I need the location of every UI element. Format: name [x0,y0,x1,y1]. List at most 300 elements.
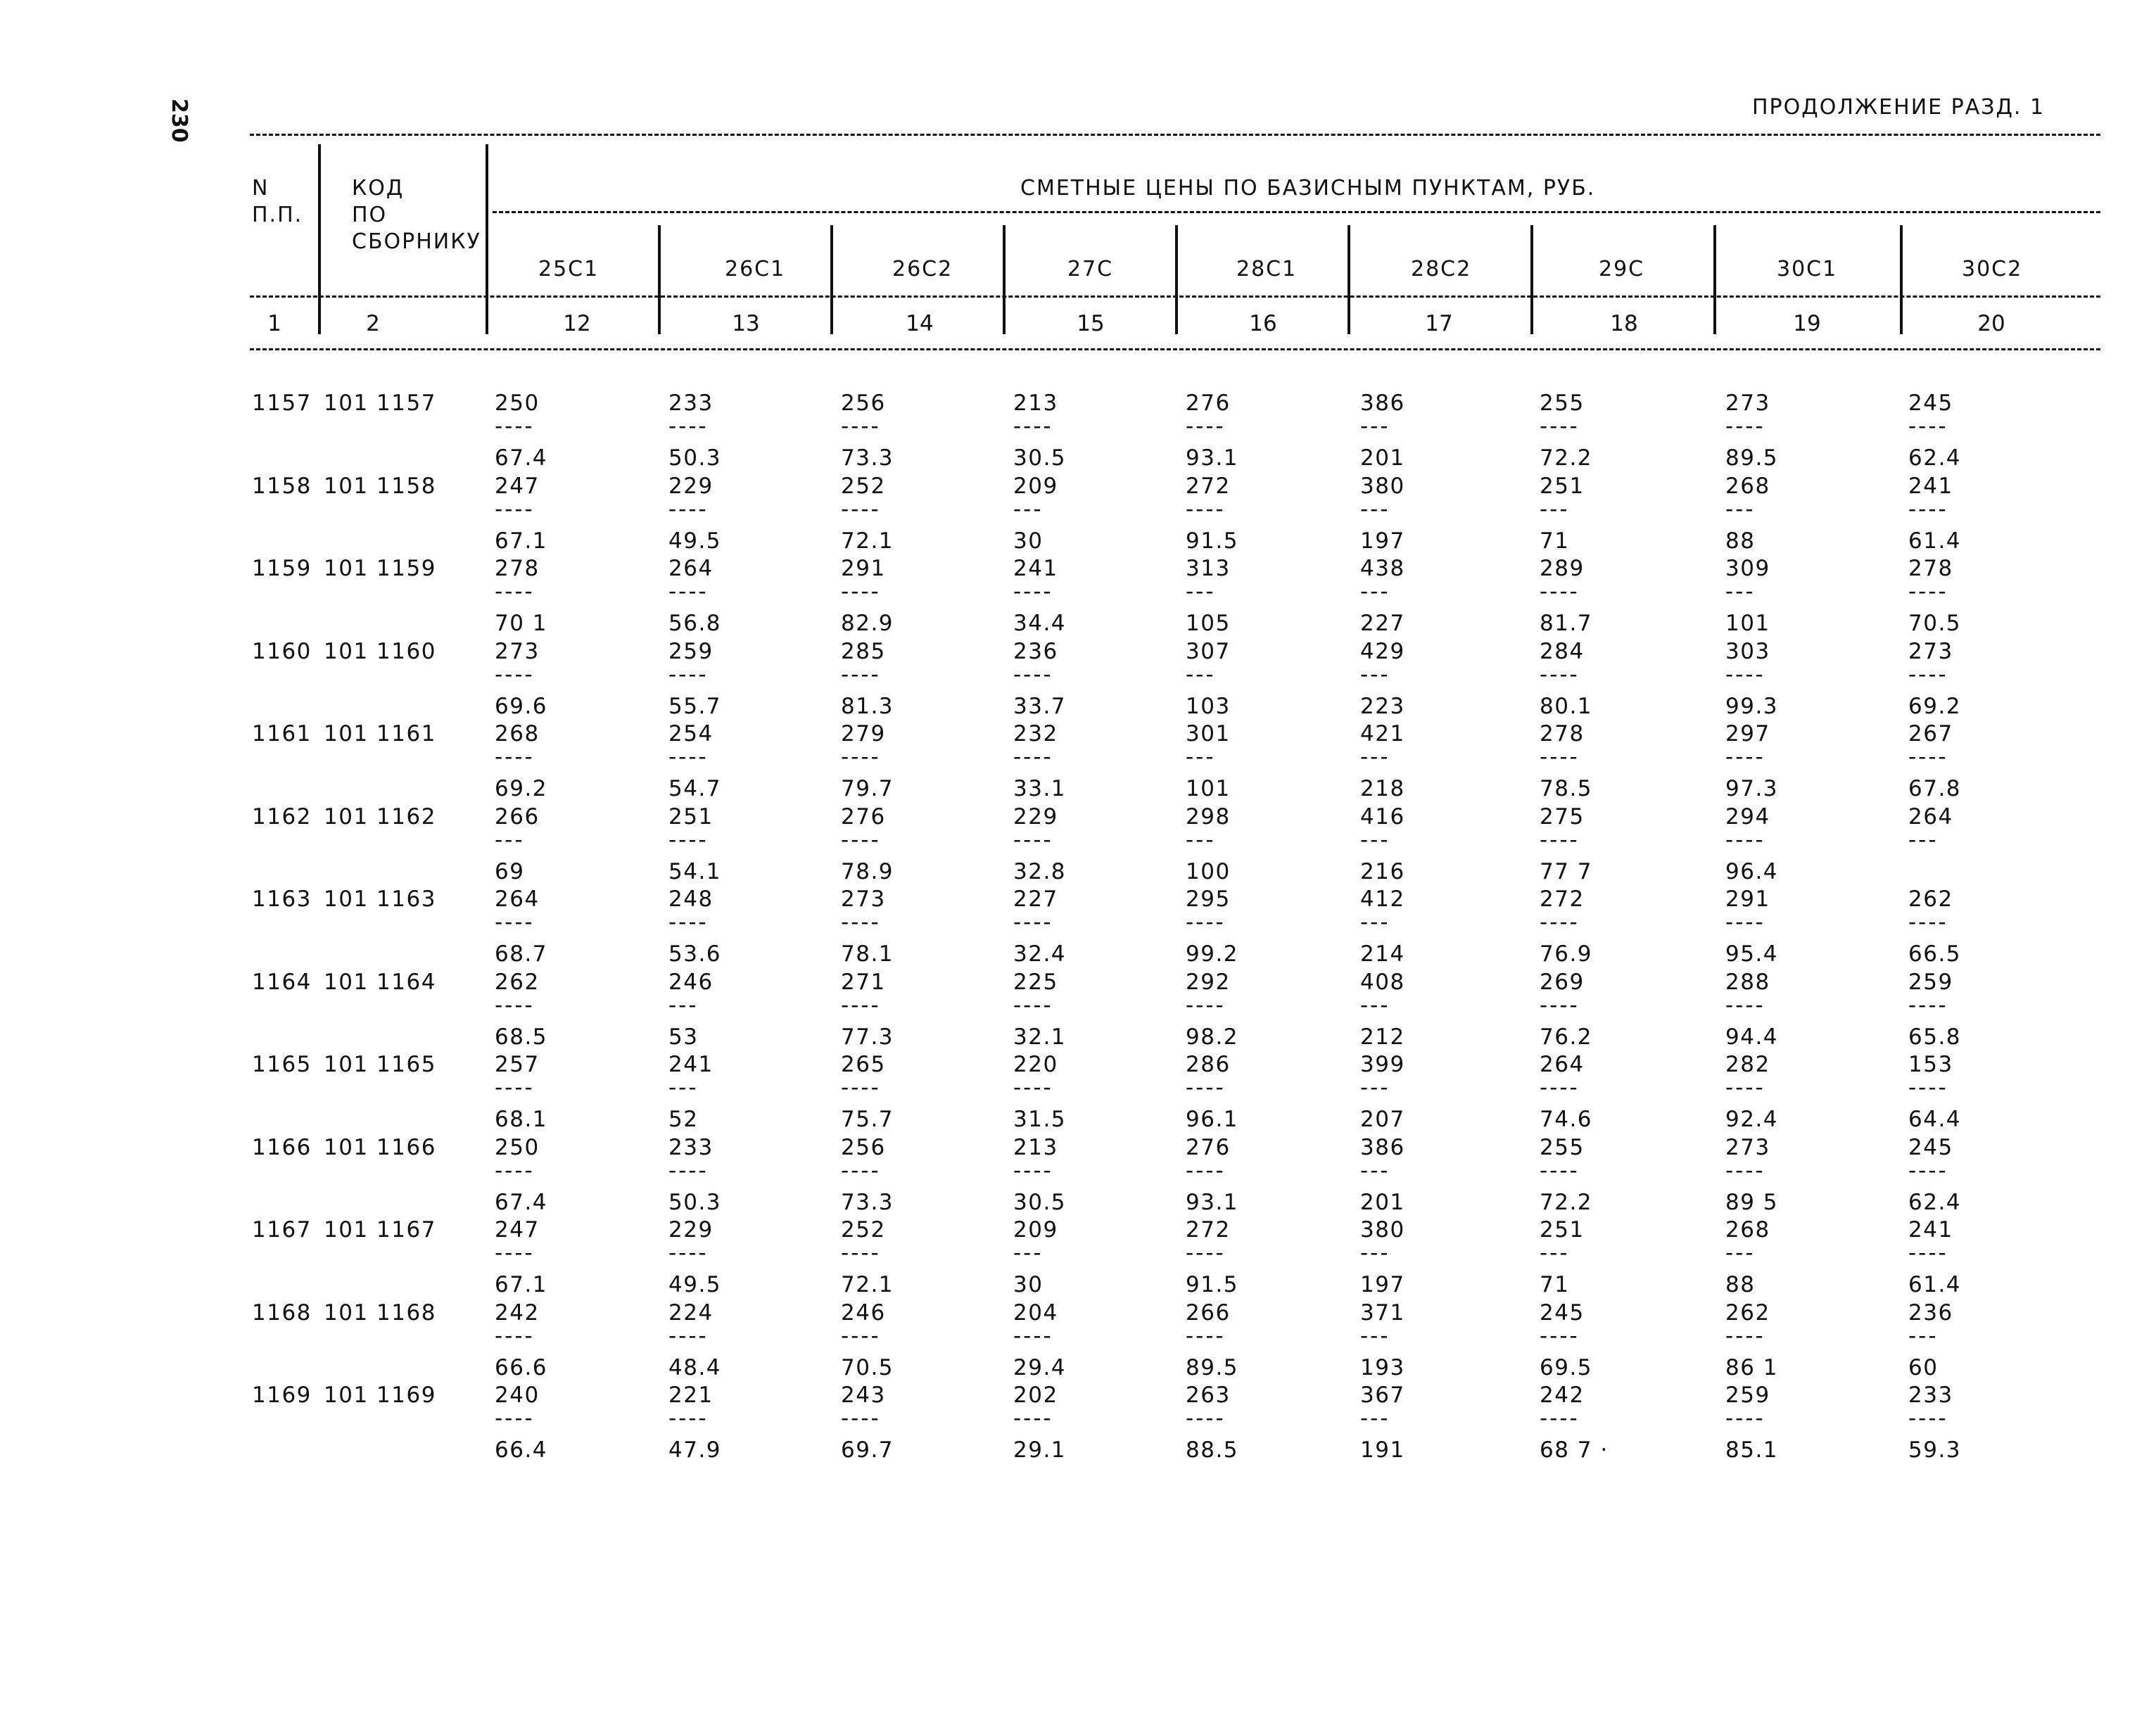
row-code: 101 1169 [324,1383,436,1408]
price-base: 93.1 [1186,445,1239,471]
header-point: 30С2 [1962,257,2023,281]
price-current: 259 [668,638,714,664]
price-base: 68 7 · [1540,1437,1609,1463]
price-base: 70 1 [495,611,548,636]
price-current: 209 [1013,473,1058,499]
price-base: 48.4 [668,1354,722,1380]
price-current: 297 [1725,721,1770,747]
price-base: 197 [1360,528,1405,554]
price-base: 103 [1186,693,1231,719]
fraction-bar: ---- [495,1240,535,1266]
price-current: 276 [1186,1134,1231,1160]
fraction-bar: --- [1360,1406,1390,1431]
price-current: 232 [1013,721,1058,747]
row-number: 1157 [252,390,312,416]
fraction-bar: ---- [1013,661,1053,687]
price-base: 66.5 [1908,941,1962,967]
price-base: 101 [1725,611,1770,636]
price-base: 95.4 [1725,941,1779,967]
price-base: 69 [495,858,525,884]
price-base: 105 [1186,611,1231,636]
price-base: 99.3 [1725,693,1779,719]
fraction-bar: --- [1540,1240,1570,1266]
price-base: 34.4 [1013,611,1067,636]
fraction-bar: ---- [1013,992,1053,1018]
row-number: 1165 [252,1052,312,1077]
fraction-bar: ---- [1186,1075,1226,1100]
fraction-bar: ---- [668,910,709,935]
price-base: 52 [668,1107,699,1132]
row-code: 101 1159 [324,556,436,581]
price-current: 256 [841,1134,886,1160]
column-number: 12 [563,311,591,336]
price-current: 202 [1013,1383,1058,1408]
row-number: 1164 [252,969,312,995]
fraction-bar: ---- [841,744,881,770]
price-current: 264 [1540,1052,1585,1077]
price-base: 78.1 [841,941,894,967]
price-base: 70.5 [1908,611,1962,636]
header-point: 26С1 [725,257,786,281]
fraction-bar: ---- [1013,414,1053,439]
price-base: 49.5 [668,1272,722,1297]
fraction-bar: --- [1360,1075,1390,1100]
fraction-bar: --- [1725,1240,1756,1266]
price-base: 191 [1360,1437,1405,1463]
row-number: 1163 [252,887,312,912]
price-base: 33.1 [1013,776,1067,801]
row-code: 101 1164 [324,969,436,995]
row-number: 1161 [252,721,312,747]
price-base: 32.8 [1013,858,1067,884]
fraction-bar: --- [1360,910,1390,935]
price-base: 86 1 [1725,1354,1779,1380]
price-base: 212 [1360,1024,1405,1050]
fraction-bar: ---- [495,496,535,522]
fraction-bar: --- [1725,496,1756,522]
price-current: 252 [841,473,886,499]
header-separator [1900,225,1903,334]
price-base: 49.5 [668,528,722,554]
fraction-bar: ---- [1013,744,1053,770]
price-base: 207 [1360,1107,1405,1132]
column-number: 20 [1977,311,2005,336]
fraction-bar: --- [1360,661,1390,687]
fraction-bar: ---- [495,910,535,935]
price-current: 242 [495,1300,540,1326]
fraction-bar: ---- [1540,1075,1580,1100]
price-current: 279 [841,721,886,747]
row-code: 101 1158 [324,473,436,499]
price-current: 220 [1013,1052,1058,1077]
price-base: 81.3 [841,693,894,719]
price-base: 201 [1360,445,1405,471]
price-base: 67.1 [495,1272,548,1297]
column-number: 16 [1249,311,1277,336]
header-pp: П.П. [252,203,303,227]
price-current: 259 [1725,1383,1770,1408]
price-base: 30.5 [1013,445,1067,471]
price-base: 69.6 [495,693,548,719]
price-current: 289 [1540,556,1585,581]
price-current: 247 [495,473,540,499]
fraction-bar: ---- [841,910,881,935]
price-current: 380 [1360,473,1405,499]
fraction-bar: ---- [1908,744,1948,770]
fraction-bar: ---- [1540,827,1580,853]
fraction-bar: ---- [1013,1157,1053,1183]
price-base: 50.3 [668,445,722,471]
fraction-bar: ---- [841,1323,881,1349]
price-base: 96.1 [1186,1107,1239,1132]
price-base: 69.2 [1908,693,1962,719]
price-current: 380 [1360,1217,1405,1243]
header-separator [1530,225,1533,334]
fraction-bar: ---- [495,1075,535,1100]
price-base: 56.8 [668,611,722,636]
fraction-bar: ---- [1186,910,1226,935]
price-current: 276 [1186,390,1231,416]
row-number: 1166 [252,1134,312,1160]
price-current: 271 [841,969,886,995]
price-base: 77 7 [1540,858,1593,884]
row-number: 1169 [252,1383,312,1408]
price-base: 96.4 [1725,858,1779,884]
header-separator [830,225,833,334]
price-current: 282 [1725,1052,1770,1077]
fraction-bar: ---- [495,744,535,770]
price-current: 313 [1186,556,1231,581]
price-current: 241 [1908,1217,1953,1243]
price-current: 301 [1186,721,1231,747]
fraction-bar: --- [1360,744,1390,770]
price-current: 268 [1725,1217,1770,1243]
price-base: 32.1 [1013,1024,1067,1050]
fraction-bar: ---- [1186,1240,1226,1266]
price-base: 218 [1360,776,1405,801]
header-n: N [252,176,270,201]
price-base: 88 [1725,528,1756,554]
price-base: 33.7 [1013,693,1067,719]
fraction-bar: ---- [1908,1406,1948,1431]
price-base: 99.2 [1186,941,1239,967]
fraction-bar: --- [1540,496,1570,522]
fraction-bar: ---- [1725,827,1765,853]
price-current: 233 [1908,1383,1953,1408]
price-base: 93.1 [1186,1189,1239,1215]
price-current: 224 [668,1300,714,1326]
price-current: 298 [1186,803,1231,830]
fraction-bar: ---- [1725,1157,1765,1183]
price-base: 67.4 [495,445,548,471]
price-base: 216 [1360,858,1405,884]
fraction-bar: ---- [1540,1323,1580,1349]
price-current: 248 [668,887,714,912]
fraction-bar: ---- [495,579,535,604]
fraction-bar: ---- [1540,910,1580,935]
price-current: 386 [1360,390,1405,416]
price-base: 78.5 [1540,776,1593,801]
price-base: 67.4 [495,1189,548,1215]
fraction-bar: --- [1186,744,1216,770]
price-base: 79.7 [841,776,894,801]
fraction-bar: --- [1360,992,1390,1018]
fraction-bar: ---- [1908,910,1948,935]
fraction-bar: ---- [841,579,881,604]
price-base: 69.2 [495,776,548,801]
price-current: 251 [1540,473,1585,499]
price-current: 241 [1908,473,1953,499]
column-number: 14 [906,311,934,336]
price-base: 68.5 [495,1024,548,1050]
price-base: 193 [1360,1354,1405,1380]
price-base: 64.4 [1908,1107,1962,1132]
header-separator [1003,225,1006,334]
fraction-bar: ---- [495,992,535,1018]
fraction-bar: ---- [668,1240,709,1266]
fraction-bar: ---- [495,1157,535,1183]
header-separator [486,144,488,334]
price-base: 227 [1360,611,1405,636]
fraction-bar: ---- [1186,1406,1226,1431]
price-current: 367 [1360,1383,1405,1408]
row-code: 101 1161 [324,721,436,747]
fraction-bar: --- [1360,1240,1390,1266]
fraction-bar: ---- [668,1323,709,1349]
fraction-bar: ---- [1725,414,1765,439]
price-current: 303 [1725,638,1770,664]
price-current: 399 [1360,1052,1405,1077]
header-separator [318,144,321,334]
row-number: 1167 [252,1217,312,1243]
price-current: 438 [1360,556,1405,581]
price-base: 68.7 [495,941,548,967]
fraction-bar: --- [1725,579,1756,604]
price-current: 233 [668,390,714,416]
price-base: 53 [668,1024,699,1050]
fraction-bar: ---- [1540,579,1580,604]
header-separator [1175,225,1178,334]
price-base: 201 [1360,1189,1405,1215]
fraction-bar: ---- [668,414,709,439]
price-current: 153 [1908,1052,1953,1077]
price-base: 66.4 [495,1437,548,1463]
price-current: 429 [1360,638,1405,664]
fraction-bar: ---- [1908,1075,1948,1100]
column-number: 13 [732,311,760,336]
fraction-bar: ---- [1908,579,1948,604]
fraction-bar: ---- [841,992,881,1018]
price-base: 66.6 [495,1354,548,1380]
price-current: 272 [1186,1217,1231,1243]
price-current: 371 [1360,1300,1405,1326]
fraction-bar: ---- [668,579,709,604]
column-number: 15 [1077,311,1105,336]
column-number: 18 [1610,311,1638,336]
price-base: 89 5 [1725,1189,1779,1215]
header-code-line2: ПО [352,203,388,227]
fraction-bar: --- [1186,827,1216,853]
price-current: 262 [495,969,540,995]
price-base: 72.2 [1540,445,1593,471]
fraction-bar: ---- [1013,1075,1053,1100]
fraction-bar: ---- [1725,992,1765,1018]
price-current: 240 [495,1383,540,1408]
price-current: 264 [495,887,540,912]
price-current: 285 [841,638,886,664]
price-base: 50.3 [668,1189,722,1215]
price-current: 273 [1725,1134,1770,1160]
price-current: 245 [1908,390,1953,416]
fraction-bar: ---- [1540,1406,1580,1431]
price-base: 32.4 [1013,941,1067,967]
price-base: 88.5 [1186,1437,1239,1463]
price-base: 65.8 [1908,1024,1962,1050]
price-base: 62.4 [1908,1189,1962,1215]
price-base: 60 [1908,1354,1939,1380]
fraction-bar: ---- [1186,1157,1226,1183]
fraction-bar: ---- [841,827,881,853]
price-base: 68.1 [495,1107,548,1132]
price-base: 30 [1013,528,1044,554]
row-code: 101 1166 [324,1134,436,1160]
price-current: 295 [1186,887,1231,912]
price-base: 88 [1725,1272,1756,1297]
price-base: 53.6 [668,941,722,967]
price-base: 59.3 [1908,1437,1962,1463]
price-current: 213 [1013,1134,1058,1160]
fraction-bar: --- [495,827,525,853]
price-current: 213 [1013,390,1058,416]
fraction-bar: ---- [1725,661,1765,687]
price-current: 408 [1360,969,1405,995]
fraction-bar: ---- [668,661,709,687]
price-current: 284 [1540,638,1585,664]
price-current: 251 [1540,1217,1585,1243]
fraction-bar: --- [1908,1323,1939,1349]
header-point: 28С2 [1411,257,1472,281]
price-base: 91.5 [1186,528,1239,554]
price-base: 75.7 [841,1107,894,1132]
fraction-bar: ---- [1540,414,1580,439]
row-number: 1162 [252,803,312,830]
header-point: 27С [1067,257,1114,281]
price-base: 30 [1013,1272,1044,1297]
price-base: 101 [1186,776,1231,801]
price-current: 291 [1725,887,1770,912]
price-current: 268 [495,721,540,747]
row-code: 101 1160 [324,638,436,664]
price-current: 386 [1360,1134,1405,1160]
price-current: 273 [1725,390,1770,416]
price-current: 236 [1013,638,1058,664]
fraction-bar: ---- [668,1157,709,1183]
price-base: 54.1 [668,858,722,884]
header-point: 28С1 [1236,257,1298,281]
price-current: 291 [841,556,886,581]
price-base: 82.9 [841,611,894,636]
price-base: 62.4 [1908,445,1962,471]
price-base: 91.5 [1186,1272,1239,1297]
fraction-bar: ---- [1013,910,1053,935]
price-current: 278 [1908,556,1953,581]
price-current: 250 [495,390,540,416]
price-current: 250 [495,1134,540,1160]
price-current: 288 [1725,969,1770,995]
fraction-bar: ---- [668,744,709,770]
fraction-bar: --- [1908,827,1939,853]
price-current: 276 [841,803,886,830]
price-base: 78.9 [841,858,894,884]
fraction-bar: --- [1013,1240,1044,1266]
header-group-title: СМЕТНЫЕ ЦЕНЫ ПО БАЗИСНЫМ ПУНКТАМ, РУБ. [1020,176,1596,201]
fraction-bar: --- [1360,1157,1390,1183]
fraction-bar: ---- [1908,661,1948,687]
price-current: 229 [1013,803,1058,830]
price-current: 278 [1540,721,1585,747]
fraction-bar: ---- [495,1323,535,1349]
header-separator [1348,225,1350,334]
price-current: 259 [1908,969,1953,995]
price-base: 74.6 [1540,1107,1593,1132]
column-number: 19 [1793,311,1821,336]
fraction-bar: --- [1186,661,1216,687]
header-code-line1: КОД [352,176,405,201]
price-base: 94.4 [1725,1024,1779,1050]
price-base: 47.9 [668,1437,722,1463]
price-base: 72.1 [841,1272,894,1297]
price-current: 421 [1360,721,1405,747]
price-current: 204 [1013,1300,1058,1326]
price-base: 55.7 [668,693,722,719]
price-current: 307 [1186,638,1231,664]
fraction-bar: ---- [841,1075,881,1100]
row-number: 1159 [252,556,312,581]
row-code: 101 1167 [324,1217,436,1243]
price-current: 264 [668,556,714,581]
row-code: 101 1165 [324,1052,436,1077]
fraction-bar: ---- [495,1406,535,1431]
price-base: 89.5 [1186,1354,1239,1380]
price-current: 292 [1186,969,1231,995]
price-current: 209 [1013,1217,1058,1243]
price-current: 412 [1360,887,1405,912]
header-separator [1713,225,1716,334]
fraction-bar: ---- [1908,414,1948,439]
price-current: 278 [495,556,540,581]
header-bottom-rule [250,348,2100,350]
price-base: 72.2 [1540,1189,1593,1215]
price-current: 286 [1186,1052,1231,1077]
fraction-bar: ---- [495,414,535,439]
price-current: 247 [495,1217,540,1243]
price-current: 257 [495,1052,540,1077]
fraction-bar: ---- [1908,496,1948,522]
price-current: 275 [1540,803,1585,830]
price-base: 29.4 [1013,1354,1067,1380]
column-number: 17 [1425,311,1453,336]
price-base: 71 [1540,528,1570,554]
row-code: 101 1163 [324,887,436,912]
fraction-bar: --- [1360,827,1390,853]
fraction-bar: ---- [1725,1075,1765,1100]
price-current: 251 [668,803,714,830]
price-current: 265 [841,1052,886,1077]
fraction-bar: ---- [1540,661,1580,687]
price-current: 225 [1013,969,1058,995]
price-current: 254 [668,721,714,747]
price-base: 85.1 [1725,1437,1779,1463]
